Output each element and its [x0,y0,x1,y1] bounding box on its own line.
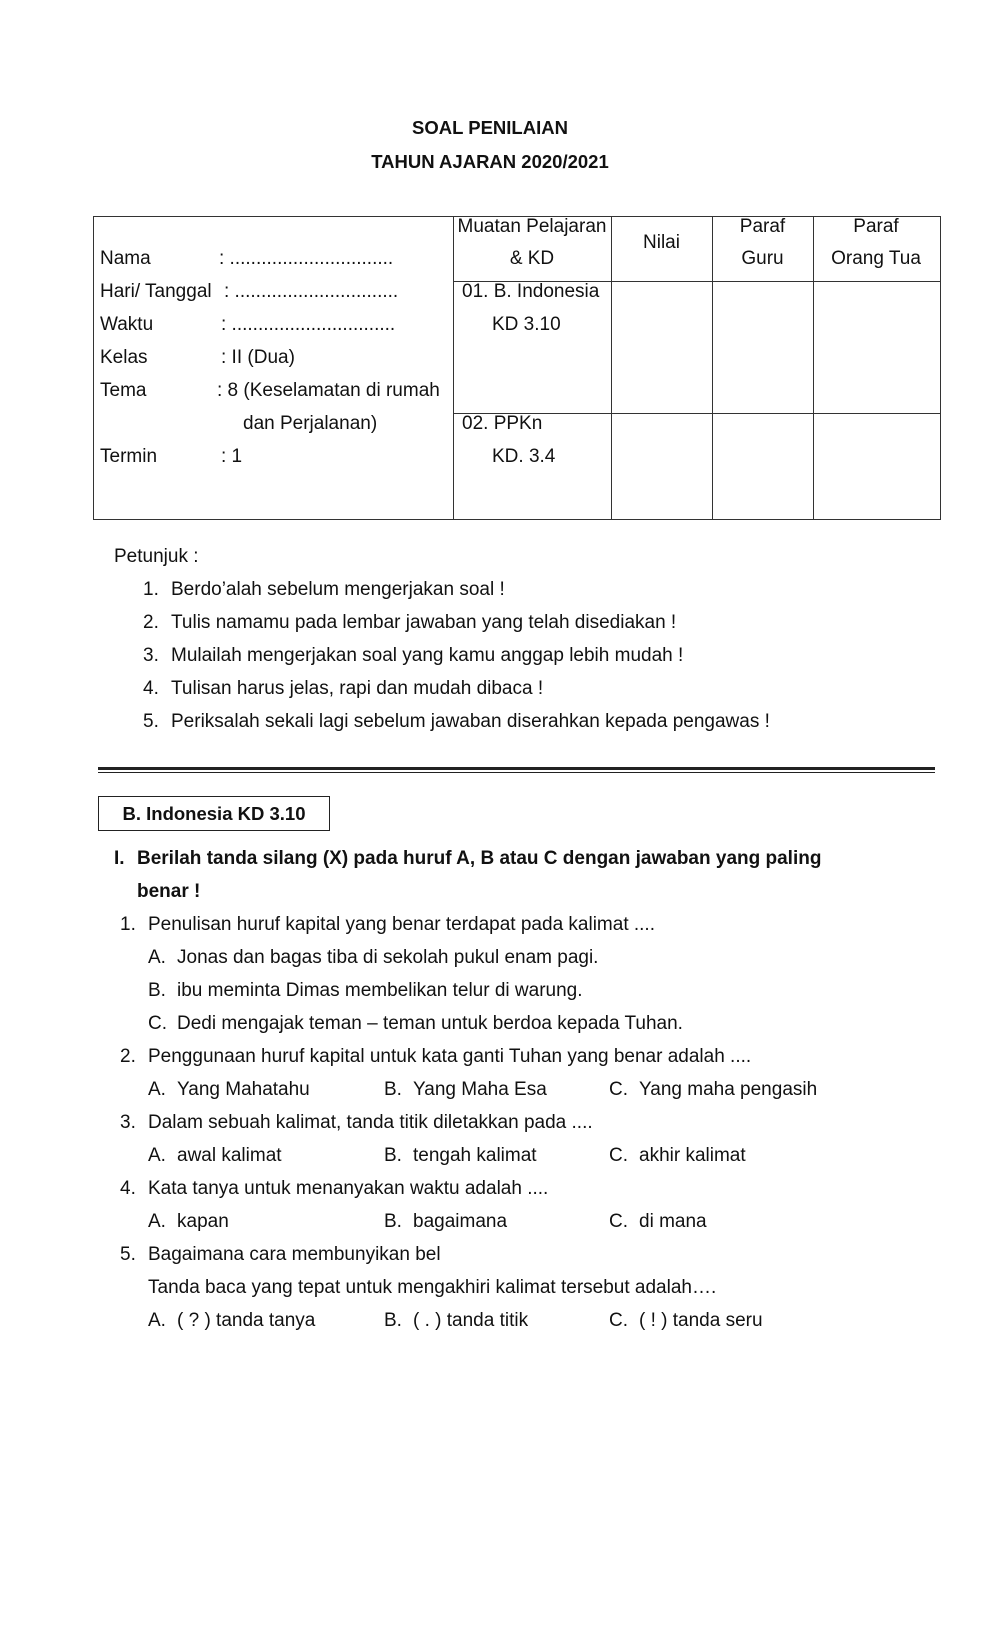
option-text: tengah kalimat [413,1145,537,1166]
option-letter[interactable]: A. [148,1145,166,1166]
option-letter[interactable]: C. [148,1013,167,1034]
instruction-number: 3. [143,645,159,666]
question-number: 4. [120,1178,136,1199]
col-nilai-header: Nilai [643,232,680,253]
option-letter[interactable]: A. [148,1079,166,1100]
page-title: SOAL PENILAIAN [412,117,568,138]
col-ortu-header: Paraf [853,216,899,237]
instruction-item: Mulailah mengerjakan soal yang kamu anggap lebih mudah ! [171,645,684,666]
question-number: 2. [120,1046,136,1067]
option-letter[interactable]: A. [148,947,166,968]
option-letter[interactable]: A. [148,1310,166,1331]
tema-value: : 8 (Keselamatan di rumah [217,380,440,401]
option-text: Yang Mahatahu [177,1079,310,1100]
subject-1-kd: KD 3.10 [492,314,561,335]
tema-label: Tema [100,380,147,401]
option-letter[interactable]: B. [384,1145,402,1166]
option-letter[interactable]: C. [609,1211,628,1232]
col-muatan-header: Muatan Pelajaran [457,216,607,237]
option-letter[interactable]: C. [609,1079,628,1100]
kelas-value: : II (Dua) [221,347,295,368]
instruction-item: Periksalah sekali lagi sebelum jawaban diserahkan kepada pengawas ! [171,711,770,732]
instruction-item: Berdo’alah sebelum mengerjakan soal ! [171,579,505,600]
question-text: Penggunaan huruf kapital untuk kata ganti Tuhan yang benar adalah .... [148,1046,752,1067]
nama-label: Nama [100,248,151,269]
tema-value-cont: dan Perjalanan) [243,413,378,434]
option-text: ( . ) tanda titik [413,1310,529,1331]
school-year: TAHUN AJARAN 2020/2021 [371,151,609,172]
question-text: Kata tanya untuk menanyakan waktu adalah .... [148,1178,549,1199]
option-letter[interactable]: B. [148,980,166,1001]
instruction-number: 2. [143,612,159,633]
instruction-number: 5. [143,711,159,732]
instructions-heading: Petunjuk : [114,546,199,567]
question-text-cont: Tanda baca yang tepat untuk mengakhiri kalimat tersebut adalah…. [148,1277,717,1298]
option-text: akhir kalimat [639,1145,746,1166]
subject-1-name: 01. B. Indonesia [462,281,600,302]
option-text: di mana [639,1211,707,1232]
hari-field[interactable]: : ............................... [224,281,399,302]
instruction-item: Tulisan harus jelas, rapi dan mudah dibaca ! [171,678,544,699]
question-number: 3. [120,1112,136,1133]
question-text: Bagaimana cara membunyikan bel [148,1244,441,1265]
option-text: ( ! ) tanda seru [639,1310,763,1331]
col-guru-header-2: Guru [741,248,784,269]
subject-2-name: 02. PPKn [462,413,543,434]
section-label: B. Indonesia KD 3.10 [98,796,330,831]
kelas-label: Kelas [100,347,148,368]
subject-2-kd: KD. 3.4 [492,446,556,467]
hari-label: Hari/ Tanggal [100,281,212,302]
option-text: kapan [177,1211,229,1232]
option-letter[interactable]: C. [609,1310,628,1331]
option-text: Jonas dan bagas tiba di sekolah pukul enam pagi. [177,947,599,968]
option-letter[interactable]: C. [609,1145,628,1166]
option-letter[interactable]: B. [384,1079,402,1100]
option-letter[interactable]: B. [384,1310,402,1331]
option-letter[interactable]: A. [148,1211,166,1232]
instruction-number: 1. [143,579,159,600]
section-divider [98,767,935,770]
part-instruction: Berilah tanda silang (X) pada huruf A, B atau C dengan jawaban yang paling [137,848,822,869]
option-text: ( ? ) tanda tanya [177,1310,316,1331]
option-text: ibu meminta Dimas membelikan telur di warung. [177,980,583,1001]
col-ortu-header-2: Orang Tua [831,248,921,269]
question-number: 1. [120,914,136,935]
termin-label: Termin [100,446,158,467]
nama-field[interactable]: : ............................... [219,248,394,269]
table-divider [611,216,612,519]
option-letter[interactable]: B. [384,1211,402,1232]
question-text: Penulisan huruf kapital yang benar terdapat pada kalimat .... [148,914,655,935]
instruction-number: 4. [143,678,159,699]
col-muatan-header-2: & KD [509,248,555,269]
termin-value: : 1 [221,446,243,467]
option-text: Yang Maha Esa [413,1079,547,1100]
question-number: 5. [120,1244,136,1265]
option-text: Yang maha pengasih [639,1079,818,1100]
waktu-field[interactable]: : ............................... [221,314,396,335]
question-text: Dalam sebuah kalimat, tanda titik diletakkan pada .... [148,1112,593,1133]
section-divider [98,772,935,773]
part-number: I. [114,848,125,869]
option-text: bagaimana [413,1211,508,1232]
option-text: awal kalimat [177,1145,282,1166]
part-instruction-cont: benar ! [137,881,201,902]
waktu-label: Waktu [100,314,154,335]
option-text: Dedi mengajak teman – teman untuk berdoa kepada Tuhan. [177,1013,683,1034]
col-guru-header: Paraf [739,216,786,237]
instruction-item: Tulis namamu pada lembar jawaban yang telah disediakan ! [171,612,677,633]
